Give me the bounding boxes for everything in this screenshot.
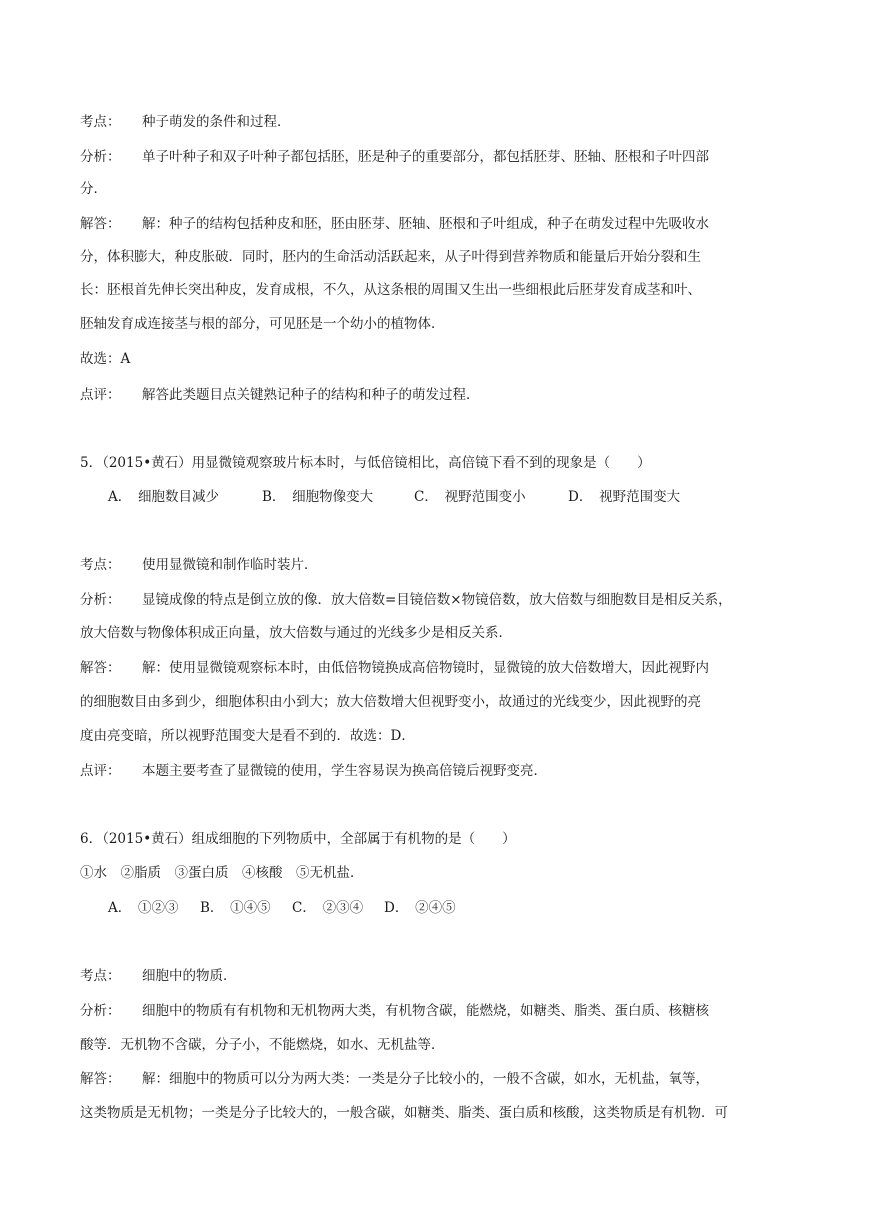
q6-kaodian-line	[80, 966, 237, 986]
q4-fenxi-line	[80, 147, 709, 167]
q6-option-d: D． ②④⑤	[384, 900, 456, 916]
q5-jieda-cont-2: 度由亮变暗，所以视野范围变大是看不到的．故选：D．	[80, 728, 415, 744]
fenxi-text: 显镜成像的特点是倒立放的像．放大倍数=目镜倍数×物镜倍数，放大倍数与细胞数目是相反关系，	[142, 592, 732, 608]
q5-jieda-cont-1: 的细胞数目由多到少，细胞体积由小到大；放大倍数增大但视野变小，故通过的光线变少，因此视野的亮	[80, 694, 701, 710]
q4-dianping-line	[80, 385, 480, 405]
q5-option-b: B． 细胞物像变大	[262, 489, 374, 505]
q6-jieda-line	[80, 1069, 709, 1089]
jieda-label: 解答：	[80, 1071, 121, 1087]
dianping-text: 解答此类题目点关键熟记种子的结构和种子的萌发过程．	[142, 387, 480, 403]
q5-fenxi-line	[80, 590, 732, 610]
q5-fenxi-cont: 放大倍数与物像体积成正向量，放大倍数与通过的光线多少是相反关系．	[80, 625, 512, 641]
kaodian-text: 细胞中的物质．	[142, 968, 237, 984]
q6-fenxi-line	[80, 1001, 709, 1021]
q6-jieda-cont-1: 这类物质是无机物；一类是分子比较大的，一般含碳，如糖类、脂类、蛋白质和核酸，这类物质是有机物．可	[80, 1105, 728, 1121]
dianping-label: 点评：	[80, 387, 121, 403]
fenxi-label: 分析：	[80, 592, 121, 608]
q4-kaodian-line	[80, 112, 291, 132]
q5-jieda-line	[80, 658, 709, 678]
q4-jieda-line	[80, 214, 709, 234]
fenxi-label: 分析：	[80, 149, 121, 165]
kaodian-label: 考点：	[80, 114, 121, 130]
fenxi-label: 分析：	[80, 1003, 121, 1019]
q6-stem: 6．（2015•黄石）组成细胞的下列物质中，全部属于有机物的是（ ）	[80, 831, 516, 847]
fenxi-text: 细胞中的物质有有机物和无机物两大类，有机物含碳，能燃烧，如糖类、脂类、蛋白质、核糖核	[142, 1003, 709, 1019]
fenxi-text: 单子叶种子和双子叶种子都包括胚，胚是种子的重要部分，都包括胚芽、胚轴、胚根和子叶四部	[142, 149, 709, 165]
kaodian-text: 使用显微镜和制作临时装片．	[142, 557, 318, 573]
q6-items: ①水 ②脂质 ③蛋白质 ④核酸 ⑤无机盐．	[80, 865, 364, 881]
jieda-text: 解：细胞中的物质可以分为两大类：一类是分子比较小的，一般不含碳，如水，无机盐，氧等，	[142, 1071, 709, 1087]
jieda-text: 解：使用显微镜观察标本时，由低倍物镜换成高倍物镜时，显微镜的放大倍数增大，因此视野内	[142, 660, 709, 676]
q4-guxuan: 故选：A	[80, 351, 131, 367]
kaodian-text: 种子萌发的条件和过程．	[142, 114, 291, 130]
jieda-text: 解：种子的结构包括种皮和胚，胚由胚芽、胚轴、胚根和子叶组成，种子在萌发过程中先吸收水	[142, 216, 709, 232]
q6-option-c: C． ②③④	[292, 900, 364, 916]
q6-option-a: A． ①②③	[108, 900, 179, 916]
q5-stem: 5．（2015•黄石）用显微镜观察玻片标本时，与低倍镜相比，高倍镜下看不到的现象是（ ）	[80, 455, 651, 471]
q4-fenxi-cont: 分．	[80, 181, 107, 197]
dianping-text: 本题主要考查了显微镜的使用，学生容易误为换高倍镜后视野变亮．	[142, 763, 547, 779]
q5-option-a: A． 细胞数目减少	[108, 489, 219, 505]
q5-option-c: C． 视野范围变小	[414, 489, 526, 505]
q4-jieda-cont-3: 胚轴发育成连接茎与根的部分，可见胚是一个幼小的植物体．	[80, 316, 445, 332]
jieda-label: 解答：	[80, 660, 121, 676]
q6-fenxi-cont: 酸等．无机物不含碳，分子小，不能燃烧，如水、无机盐等．	[80, 1037, 445, 1053]
q4-jieda-cont-1: 分，体积膨大，种皮胀破．同时，胚内的生命活动活跃起来，从子叶得到营养物质和能量后开始分裂和生	[80, 249, 701, 265]
jieda-label: 解答：	[80, 216, 121, 232]
q4-jieda-cont-2: 长：胚根首先伸长突出种皮，发育成根，不久，从这条根的周围又生出一些细根此后胚芽发育成茎和叶、	[80, 282, 701, 298]
q5-option-d: D． 视野范围变大	[568, 489, 681, 505]
q5-dianping-line	[80, 761, 547, 781]
kaodian-label: 考点：	[80, 968, 121, 984]
dianping-label: 点评：	[80, 763, 121, 779]
kaodian-label: 考点：	[80, 557, 121, 573]
q6-option-b: B． ①④⑤	[200, 900, 271, 916]
q5-kaodian-line	[80, 555, 318, 575]
